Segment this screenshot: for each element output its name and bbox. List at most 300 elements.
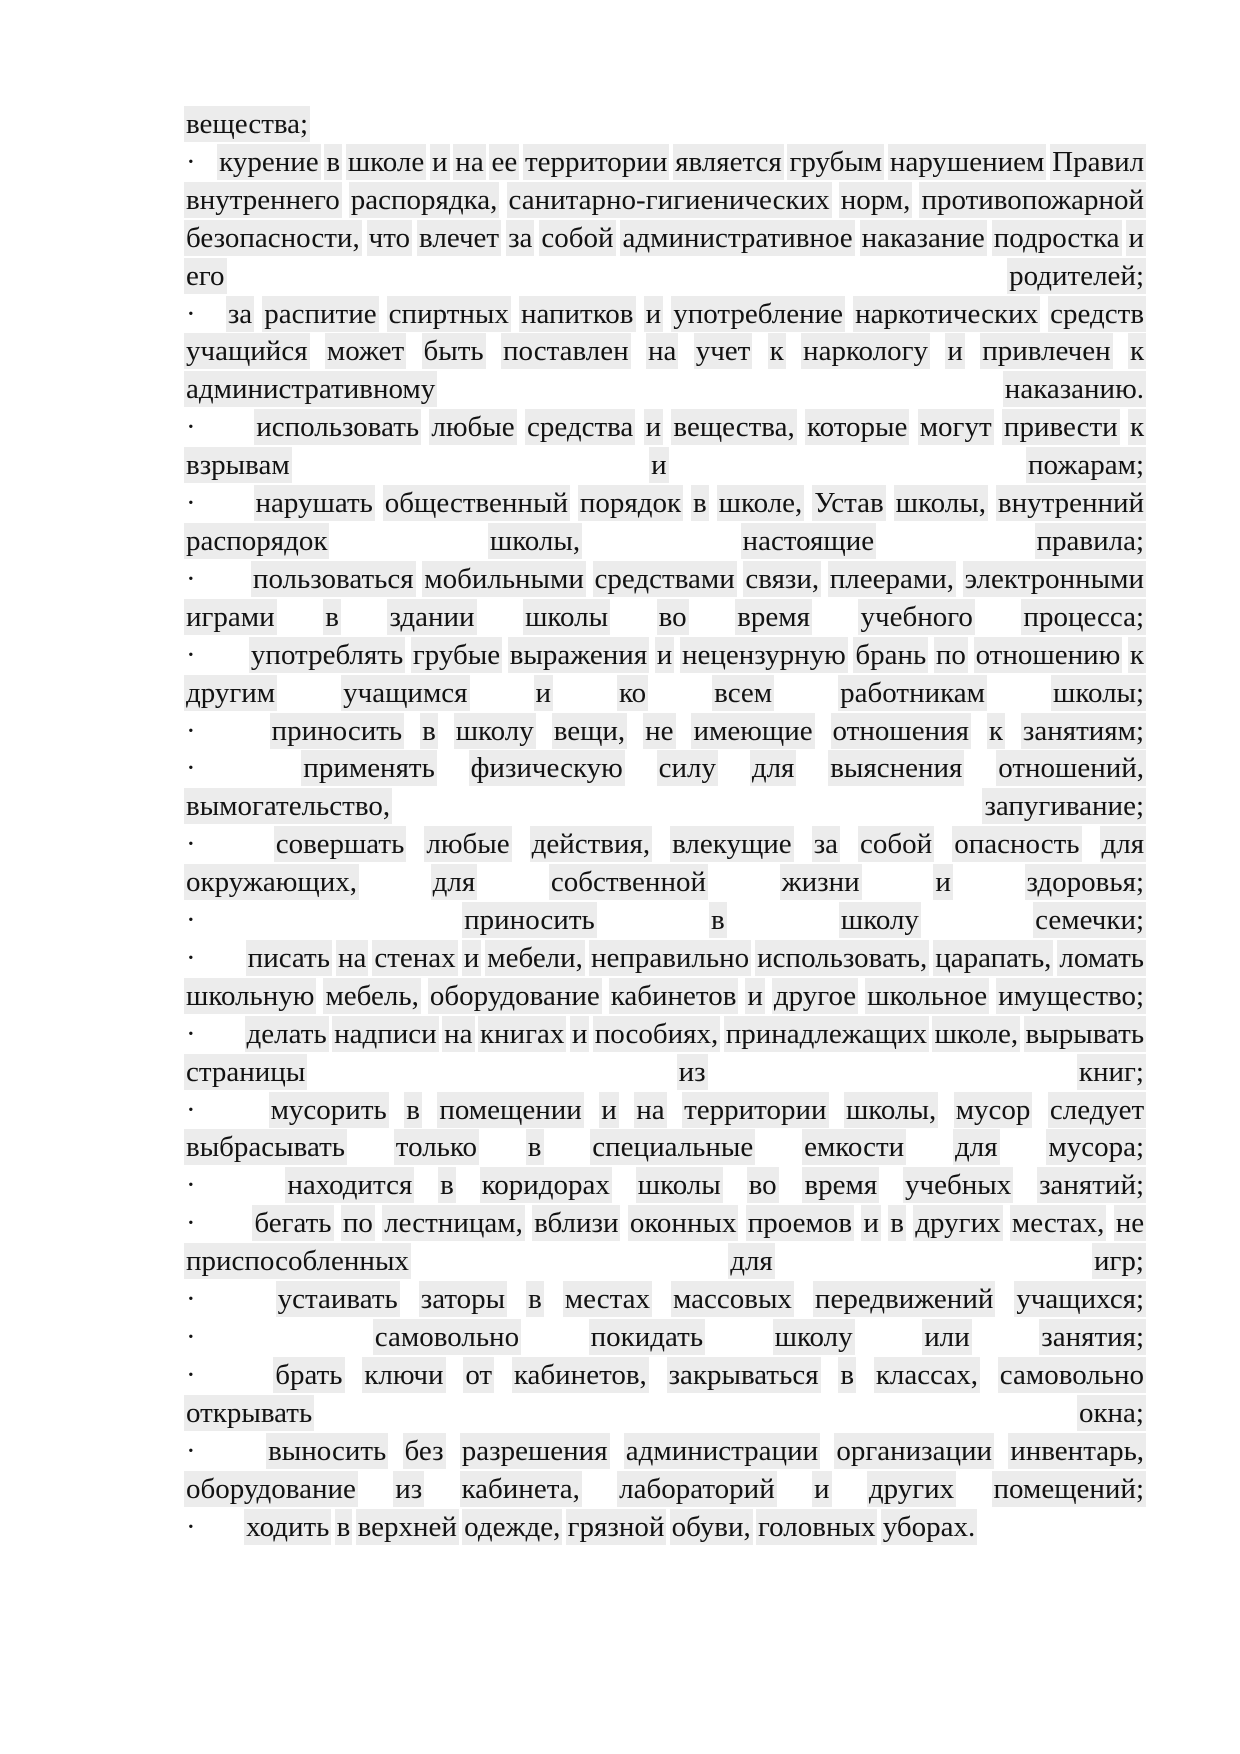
word: царапать,: [935, 941, 1052, 974]
word: в: [840, 1358, 855, 1391]
word: наказанию.: [1004, 373, 1144, 406]
word: в: [422, 714, 436, 747]
word: или: [924, 1321, 970, 1353]
word: для: [751, 752, 795, 785]
word: в: [325, 600, 339, 633]
word: запугивание;: [984, 790, 1144, 823]
word: занятий;: [1039, 1169, 1145, 1202]
word: закрываться: [668, 1358, 819, 1391]
word: мусорить: [270, 1093, 387, 1126]
bullet-marker: ·: [186, 1434, 196, 1467]
list-item: [186, 826, 1144, 902]
word: в: [406, 1093, 420, 1126]
word: во: [748, 1169, 777, 1202]
tab-spacer: [208, 322, 216, 323]
list-item: [186, 144, 1144, 296]
word: помещении: [439, 1093, 582, 1126]
bullet-marker: ·: [186, 904, 196, 937]
word: специальные: [592, 1131, 754, 1164]
word: и: [601, 1093, 617, 1126]
word: к: [988, 714, 1003, 747]
word: силу: [658, 752, 717, 785]
tab-spacer: [224, 1193, 260, 1194]
word: книг;: [1078, 1055, 1144, 1088]
word: использовать,: [757, 941, 928, 974]
word: пользоваться: [252, 562, 414, 595]
word: подростка: [993, 221, 1120, 254]
tab-spacer: [203, 170, 211, 171]
word: лестницам,: [384, 1207, 523, 1240]
word: кабинетов,: [513, 1358, 647, 1391]
word: администрации: [625, 1434, 819, 1467]
word: книгах: [479, 1017, 565, 1050]
word: без: [404, 1434, 444, 1467]
word: мобильными: [424, 562, 584, 595]
word: школы: [637, 1169, 721, 1202]
word: электронными: [964, 562, 1145, 595]
word: массовых: [672, 1283, 792, 1316]
word: и: [935, 866, 951, 899]
bullet-marker: ·: [186, 411, 196, 444]
word: во: [658, 600, 687, 633]
word: наркологу: [803, 335, 929, 368]
word: средства: [526, 411, 634, 444]
word: использовать: [256, 411, 420, 444]
word: оборудование: [429, 979, 600, 1012]
word: курение: [219, 145, 319, 178]
bullet-marker: ·: [186, 638, 196, 671]
word: поставлен: [502, 335, 629, 368]
word: выяснения: [830, 752, 963, 785]
word: вещества;: [186, 108, 309, 140]
word: школы,: [895, 487, 986, 520]
word: привлечен: [982, 335, 1111, 368]
word: для: [955, 1131, 998, 1164]
list-item: [186, 1319, 1144, 1357]
word: и: [645, 297, 662, 330]
word: употреблять: [250, 638, 404, 671]
tab-spacer: [218, 852, 254, 853]
list-item: [186, 561, 1144, 637]
word: оборудование: [186, 1472, 356, 1505]
tab-spacer: [203, 1535, 239, 1536]
word: учебных: [905, 1169, 1012, 1202]
word: общественный: [384, 487, 568, 520]
word: правила;: [1036, 524, 1145, 557]
word: отношению: [975, 638, 1121, 671]
word: наркотических: [855, 297, 1039, 330]
list-item: [186, 1016, 1144, 1092]
word: здании: [389, 600, 475, 633]
word: связи,: [745, 562, 820, 595]
word: не: [645, 714, 674, 747]
bullet-marker: ·: [186, 714, 196, 747]
word: школу: [774, 1321, 853, 1353]
word: отношения: [832, 714, 969, 747]
word: покидать: [590, 1321, 704, 1353]
list-item: [186, 106, 1144, 144]
word: проемов: [747, 1207, 853, 1240]
list-item: [186, 409, 1144, 485]
word: в: [440, 1169, 454, 1202]
document-body: [186, 106, 1144, 1546]
word: вещества,: [673, 411, 795, 444]
word: санитарно-гигиенических: [508, 183, 830, 216]
word: грубым: [789, 145, 883, 178]
word: и: [863, 1207, 879, 1240]
tab-spacer: [214, 1459, 250, 1460]
word: противопожарной: [921, 183, 1145, 216]
word: школе,: [934, 1017, 1019, 1050]
bullet-marker: ·: [186, 828, 196, 861]
word: на: [444, 1017, 473, 1050]
word: ключи: [364, 1358, 444, 1391]
word: играми: [186, 600, 275, 633]
word: в: [693, 487, 707, 520]
word: средствами: [594, 562, 735, 595]
word: школьное: [867, 979, 988, 1012]
tab-spacer: [207, 1231, 243, 1232]
list-item: [186, 1281, 1144, 1319]
word: школьную: [186, 979, 315, 1012]
word: школе,: [718, 487, 803, 520]
tab-spacer: [206, 587, 242, 588]
word: неправильно: [590, 941, 750, 974]
word: емкости: [804, 1131, 905, 1164]
word: школу: [455, 714, 534, 747]
tab-spacer: [312, 928, 348, 929]
word: нарушать: [255, 487, 373, 520]
word: выбрасывать: [186, 1131, 345, 1164]
word: классах,: [875, 1358, 978, 1391]
word: работникам: [840, 676, 985, 709]
list-item: [186, 1092, 1144, 1168]
word: безопасности,: [186, 221, 360, 254]
word: местах,: [1011, 1207, 1105, 1240]
word: занятия;: [1041, 1321, 1145, 1353]
tab-spacer: [208, 511, 244, 512]
word: для: [432, 866, 476, 899]
word: и: [1128, 221, 1144, 254]
word: для: [730, 1245, 773, 1278]
word: внутреннего: [186, 183, 340, 216]
word: любые: [426, 828, 510, 861]
tab-spacer: [204, 966, 240, 967]
tab-spacer: [217, 1383, 253, 1384]
word: передвижений: [814, 1283, 994, 1316]
word: игр;: [1094, 1245, 1144, 1278]
word: школу: [840, 904, 919, 937]
word: к: [769, 335, 784, 368]
bullet-marker: ·: [186, 752, 196, 785]
word: в: [528, 1283, 542, 1316]
word: школы: [525, 600, 609, 633]
word: спиртных: [388, 297, 509, 330]
word: только: [395, 1131, 478, 1164]
word: Правил: [1052, 145, 1145, 178]
word: инвентарь,: [1010, 1434, 1145, 1467]
list-item: [186, 1167, 1144, 1205]
word: приносить: [271, 714, 403, 747]
word: мусора;: [1048, 1131, 1145, 1164]
word: учет: [695, 335, 751, 368]
word: учащихся;: [1016, 1283, 1145, 1316]
word: на: [636, 1093, 665, 1126]
word: в: [527, 1131, 542, 1164]
word: надписи: [334, 1017, 437, 1050]
word: грубые: [412, 638, 501, 671]
word: оконных: [629, 1207, 737, 1240]
word: организации: [836, 1434, 993, 1467]
list-item: [186, 713, 1144, 751]
bullet-marker: ·: [186, 1510, 196, 1543]
word: и: [947, 335, 963, 368]
list-item: [186, 485, 1144, 561]
word: других: [868, 1472, 955, 1505]
list-item: [186, 750, 1144, 826]
bullet-marker: ·: [186, 1093, 196, 1126]
word: административное: [622, 221, 853, 254]
tab-spacer: [215, 1118, 251, 1119]
word: пожарам;: [1028, 449, 1145, 482]
word: и: [747, 979, 763, 1012]
word: пособиях,: [594, 1017, 719, 1050]
word: другим: [186, 676, 276, 709]
word: принадлежащих: [725, 1017, 927, 1050]
word: и: [463, 941, 480, 974]
word: открывать: [186, 1396, 313, 1429]
tab-spacer: [205, 663, 241, 664]
word: за: [508, 221, 533, 254]
word: из: [395, 1472, 423, 1505]
word: территории: [684, 1093, 827, 1126]
word: одежде,: [464, 1510, 561, 1543]
word: и: [535, 676, 552, 709]
word: которые: [807, 411, 908, 444]
word: влечет: [419, 221, 500, 254]
word: собственной: [550, 866, 706, 899]
word: вымогательство,: [186, 790, 391, 823]
word: уборах.: [882, 1510, 976, 1543]
word: не: [1115, 1207, 1145, 1240]
tab-spacer: [267, 1345, 303, 1346]
word: к: [1129, 638, 1144, 671]
word: территории: [524, 145, 668, 178]
word: стенах: [374, 941, 456, 974]
word: плеерами,: [829, 562, 954, 595]
word: внутренний: [997, 487, 1145, 520]
word: опасность: [954, 828, 1080, 861]
word: на: [647, 335, 677, 368]
word: следует: [1049, 1093, 1145, 1126]
bullet-marker: ·: [186, 1017, 196, 1050]
word: всем: [714, 676, 773, 709]
word: в: [710, 904, 725, 937]
word: самовольно: [999, 1358, 1145, 1391]
bullet-marker: ·: [186, 145, 196, 178]
word: кабинетов: [610, 979, 737, 1012]
word: выносить: [268, 1434, 387, 1467]
word: привести: [1003, 411, 1118, 444]
word: учащимся: [343, 676, 468, 709]
word: распорядка,: [350, 183, 498, 216]
word: в: [326, 145, 341, 178]
word: время: [804, 1169, 878, 1202]
word: брать: [275, 1358, 343, 1391]
word: школы;: [1053, 676, 1145, 709]
bullet-marker: ·: [186, 1207, 196, 1240]
word: в: [890, 1207, 904, 1240]
word: родителей;: [1009, 259, 1144, 292]
word: отношений,: [998, 752, 1145, 785]
word: и: [432, 145, 448, 178]
word: и: [645, 411, 662, 444]
word: школы,: [489, 524, 581, 557]
word: могут: [919, 411, 992, 444]
tab-spacer: [208, 435, 244, 436]
word: распитие: [264, 297, 377, 330]
word: писать: [247, 941, 330, 974]
word: учебного: [860, 600, 973, 633]
word: находится: [287, 1169, 413, 1202]
word: самовольно: [374, 1321, 520, 1353]
word: и: [814, 1472, 830, 1505]
word: имущество;: [998, 979, 1145, 1012]
list-item: [186, 1433, 1144, 1509]
word: коридорах: [481, 1169, 610, 1202]
word: устаивать: [277, 1283, 398, 1316]
word: других: [915, 1207, 1001, 1240]
word: порядок: [579, 487, 682, 520]
word: мусор: [955, 1093, 1031, 1126]
word: взрывам: [186, 449, 290, 482]
word: на: [337, 941, 367, 974]
word: на: [455, 145, 484, 178]
word: и: [571, 1017, 588, 1050]
word: любые: [431, 411, 515, 444]
word: мебели,: [487, 941, 583, 974]
word: норм,: [840, 183, 911, 216]
word: бегать: [254, 1207, 332, 1240]
word: административному: [186, 373, 436, 406]
word: семечки;: [1035, 904, 1145, 937]
word: другое: [773, 979, 857, 1012]
word: ломать: [1059, 941, 1145, 974]
word: по: [935, 638, 966, 671]
word: физическую: [470, 752, 623, 785]
word: местах: [564, 1283, 650, 1316]
word: учащийся: [186, 335, 308, 368]
word: брань: [855, 638, 927, 671]
word: вблизи: [534, 1207, 619, 1240]
word: употребление: [673, 297, 844, 330]
word: по: [342, 1207, 373, 1240]
word: из: [678, 1055, 706, 1088]
word: нарушением: [889, 145, 1045, 178]
word: от: [465, 1358, 493, 1391]
word: собой: [860, 828, 933, 861]
word: лабораторий: [619, 1472, 775, 1505]
word: за: [227, 297, 253, 330]
word: занятиям;: [1022, 714, 1145, 747]
list-item: [186, 940, 1144, 1016]
word: заторы: [420, 1283, 506, 1316]
word: и: [656, 638, 673, 671]
bullet-marker: ·: [186, 1169, 196, 1202]
word: напитков: [520, 297, 634, 330]
word: здоровья;: [1026, 866, 1145, 899]
word: ко: [619, 676, 647, 709]
tab-spacer: [216, 739, 252, 740]
word: делать: [246, 1017, 327, 1050]
word: совершать: [275, 828, 405, 861]
bullet-marker: ·: [186, 1358, 196, 1391]
word: ходить: [246, 1510, 330, 1543]
word: в: [336, 1510, 351, 1543]
word: что: [368, 221, 411, 254]
tab-spacer: [203, 1042, 239, 1043]
word: процесса;: [1023, 600, 1145, 633]
bullet-marker: ·: [186, 562, 196, 595]
word: жизни: [781, 866, 860, 899]
list-item: [186, 1509, 1144, 1547]
word: применять: [303, 752, 435, 785]
word: помещений;: [993, 1472, 1145, 1505]
word: средств: [1050, 297, 1145, 330]
list-item: [186, 1357, 1144, 1433]
word: обуви,: [671, 1510, 751, 1543]
bullet-marker: ·: [186, 297, 196, 330]
word: школы,: [845, 1093, 937, 1126]
word: его: [186, 259, 225, 292]
word: имеющие: [693, 714, 813, 747]
word: Устав: [814, 487, 884, 520]
word: за: [813, 828, 839, 861]
word: окружающих,: [186, 866, 357, 899]
word: время: [737, 600, 810, 633]
word: и: [651, 449, 667, 482]
word: окна;: [1078, 1396, 1144, 1429]
word: приспособленных: [186, 1245, 409, 1278]
list-item: [186, 1205, 1144, 1281]
word: кабинета,: [461, 1472, 580, 1505]
list-item: [186, 637, 1144, 713]
word: вырывать: [1025, 1017, 1145, 1050]
bullet-marker: ·: [186, 941, 196, 974]
word: распорядок: [186, 524, 328, 557]
word: школе: [347, 145, 425, 178]
word: приносить: [464, 904, 595, 937]
word: действия,: [531, 828, 651, 861]
word: страницы: [186, 1055, 306, 1088]
word: для: [1101, 828, 1145, 861]
word: к: [1129, 411, 1145, 444]
word: влекущие: [672, 828, 792, 861]
word: является: [675, 145, 782, 178]
word: мебель,: [325, 979, 419, 1012]
bullet-marker: ·: [186, 1321, 196, 1353]
word: собой: [541, 221, 614, 254]
tab-spacer: [231, 776, 267, 777]
word: к: [1129, 335, 1145, 368]
bullet-marker: ·: [186, 1283, 196, 1316]
word: наказание: [861, 221, 985, 254]
word: грязной: [567, 1510, 665, 1543]
word: разрешения: [461, 1434, 608, 1467]
word: быть: [423, 335, 484, 368]
word: может: [326, 335, 405, 368]
word: ее: [491, 145, 518, 178]
